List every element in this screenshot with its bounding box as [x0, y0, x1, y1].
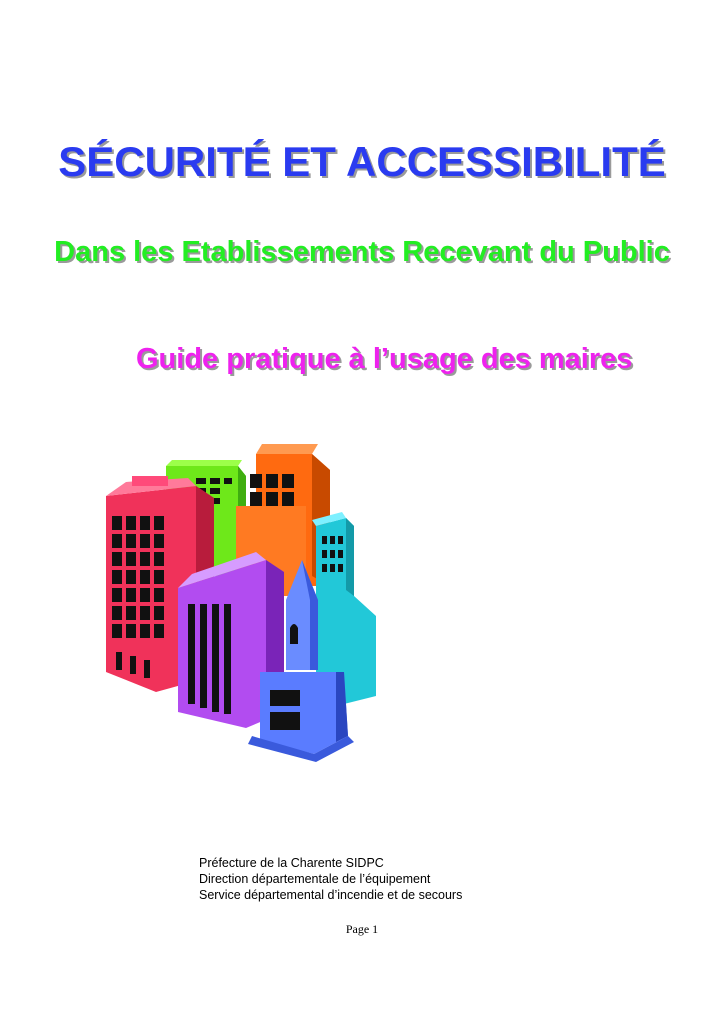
footer-organizations — [199, 855, 462, 903]
footer-line-sdis: Service départemental d’incendie et de secours — [199, 888, 463, 902]
footer-line-dde: Direction départementale de l’équipement — [199, 872, 431, 886]
document-title: SÉCURITÉ ET ACCESSIBILITÉ — [58, 138, 666, 185]
page-number: Page 1 — [345, 922, 379, 936]
guide-title: Guide pratique à l’usage des maires — [136, 343, 633, 375]
footer-line-prefecture: Préfecture de la Charente SIDPC — [199, 856, 384, 870]
document-subtitle: Dans les Etablissements Recevant du Public — [54, 236, 670, 268]
city-buildings-illustration — [96, 436, 386, 776]
